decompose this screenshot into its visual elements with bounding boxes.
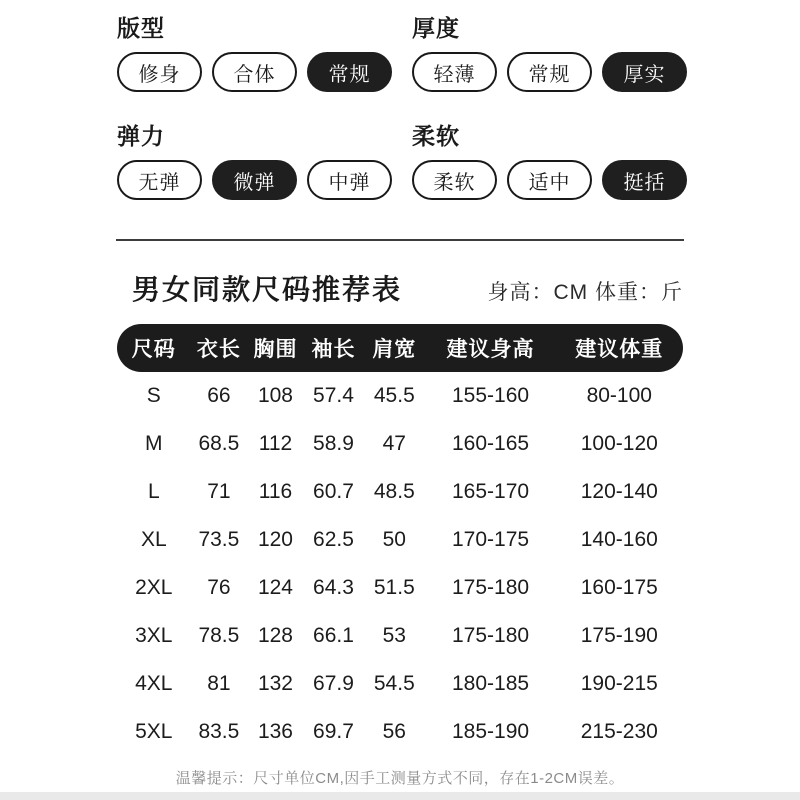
table-cell: 116 (258, 480, 293, 503)
table-cell: 45.5 (373, 384, 415, 407)
table-cell: 180-185 (451, 672, 530, 695)
units-note: 身高：CM 体重：斤 (487, 281, 683, 304)
table-row (117, 468, 683, 516)
attr-option-row (412, 52, 687, 92)
size-table (117, 324, 683, 756)
attr-option-pill[interactable]: 轻薄 (412, 52, 497, 92)
table-row (117, 372, 683, 420)
table-row (117, 660, 683, 708)
attr-group-softness (412, 122, 687, 200)
table-header-cell: 建议身高 (446, 338, 535, 361)
table-cell: 80-100 (586, 384, 652, 407)
table-cell: XL (140, 528, 167, 551)
attr-group-label: 柔软 (412, 123, 460, 149)
attr-option-pill[interactable]: 修身 (117, 52, 202, 92)
table-cell: 112 (258, 432, 293, 455)
attr-group-label: 厚度 (412, 15, 460, 41)
table-cell: 155-160 (451, 384, 530, 407)
table-header-row (117, 324, 683, 372)
bottom-strip (0, 792, 800, 800)
attr-group-label: 版型 (117, 15, 165, 41)
table-cell: 73.5 (198, 528, 240, 551)
table-cell: S (146, 384, 161, 407)
table-cell: 57.4 (313, 384, 354, 407)
attr-option-pill[interactable]: 柔软 (412, 160, 497, 200)
table-cell: 51.5 (373, 576, 415, 599)
table-cell: 56 (382, 720, 406, 743)
table-cell: 120-140 (580, 480, 658, 503)
table-cell: 124 (257, 576, 293, 599)
table-cell: 160-165 (451, 432, 530, 455)
size-chart-header (117, 268, 683, 308)
table-cell: 81 (207, 672, 231, 695)
table-cell: 165-170 (451, 480, 530, 503)
table-cell: 3XL (135, 624, 173, 647)
table-cell: 132 (257, 672, 293, 695)
table-cell: 71 (207, 480, 231, 503)
table-cell: 175-190 (580, 624, 658, 647)
table-cell: 190-215 (580, 672, 658, 695)
table-cell: 48.5 (373, 480, 415, 503)
table-cell: 83.5 (198, 720, 240, 743)
table-cell: 120 (257, 528, 293, 551)
table-row (117, 612, 683, 660)
table-cell: 78.5 (198, 624, 240, 647)
table-cell: 2XL (135, 576, 173, 599)
table-cell: 68.5 (198, 432, 240, 455)
table-cell: 66 (207, 384, 231, 407)
table-cell: 62.5 (313, 528, 354, 551)
table-cell: 53 (382, 624, 406, 647)
attr-group-elasticity (117, 122, 412, 200)
attr-option-pill-selected[interactable]: 厚实 (602, 52, 687, 92)
attr-option-pill-selected[interactable]: 微弹 (212, 160, 297, 200)
section-divider (116, 239, 684, 241)
table-cell: M (145, 432, 163, 455)
table-row (117, 516, 683, 564)
table-cell: 58.9 (313, 432, 354, 455)
table-cell: 54.5 (373, 672, 415, 695)
attribute-section (117, 14, 687, 200)
table-cell: 50 (382, 528, 406, 551)
attr-option-row (117, 52, 412, 92)
table-header-cell: 袖长 (311, 338, 356, 361)
attr-group-fit (117, 14, 412, 92)
attr-option-row (117, 160, 412, 200)
attr-option-pill[interactable]: 中弹 (307, 160, 392, 200)
attr-group-thickness (412, 14, 687, 92)
table-cell: 140-160 (580, 528, 658, 551)
table-row (117, 708, 683, 756)
attr-option-pill[interactable]: 无弹 (117, 160, 202, 200)
table-cell: 64.3 (313, 576, 354, 599)
table-cell: L (147, 480, 160, 503)
table-cell: 108 (257, 384, 293, 407)
table-cell: 100-120 (580, 432, 658, 455)
table-cell: 66.1 (313, 624, 354, 647)
table-cell: 4XL (135, 672, 173, 695)
footer-note: 温馨提示：尺寸单位CM,因手工测量方式不同，存在1-2CM误差。 (175, 770, 625, 787)
table-cell: 5XL (135, 720, 173, 743)
table-cell: 69.7 (313, 720, 354, 743)
table-cell: 175-180 (451, 576, 530, 599)
table-header-cell: 胸围 (253, 338, 298, 361)
size-chart-title: 男女同款尺码推荐表 (132, 274, 403, 305)
attr-option-pill-selected[interactable]: 挺括 (602, 160, 687, 200)
attr-group-label: 弹力 (117, 123, 165, 149)
table-cell: 136 (257, 720, 293, 743)
attr-option-pill[interactable]: 合体 (212, 52, 297, 92)
table-cell: 47 (382, 432, 406, 455)
table-header-cell: 尺码 (131, 338, 176, 361)
table-cell: 67.9 (313, 672, 354, 695)
table-cell: 60.7 (313, 480, 354, 503)
table-row (117, 564, 683, 612)
table-cell: 175-180 (451, 624, 530, 647)
table-cell: 128 (257, 624, 293, 647)
attr-option-row (412, 160, 687, 200)
table-header-cell: 建议体重 (575, 338, 664, 361)
table-header-cell: 肩宽 (372, 338, 417, 361)
table-cell: 170-175 (451, 528, 530, 551)
table-cell: 160-175 (580, 576, 658, 599)
attr-option-pill-selected[interactable]: 常规 (307, 52, 392, 92)
table-cell: 76 (207, 576, 231, 599)
attr-option-pill[interactable]: 常规 (507, 52, 592, 92)
attr-option-pill[interactable]: 适中 (507, 160, 592, 200)
table-cell: 215-230 (580, 720, 658, 743)
table-cell: 185-190 (451, 720, 530, 743)
table-header-cell: 衣长 (196, 338, 241, 361)
table-row (117, 420, 683, 468)
